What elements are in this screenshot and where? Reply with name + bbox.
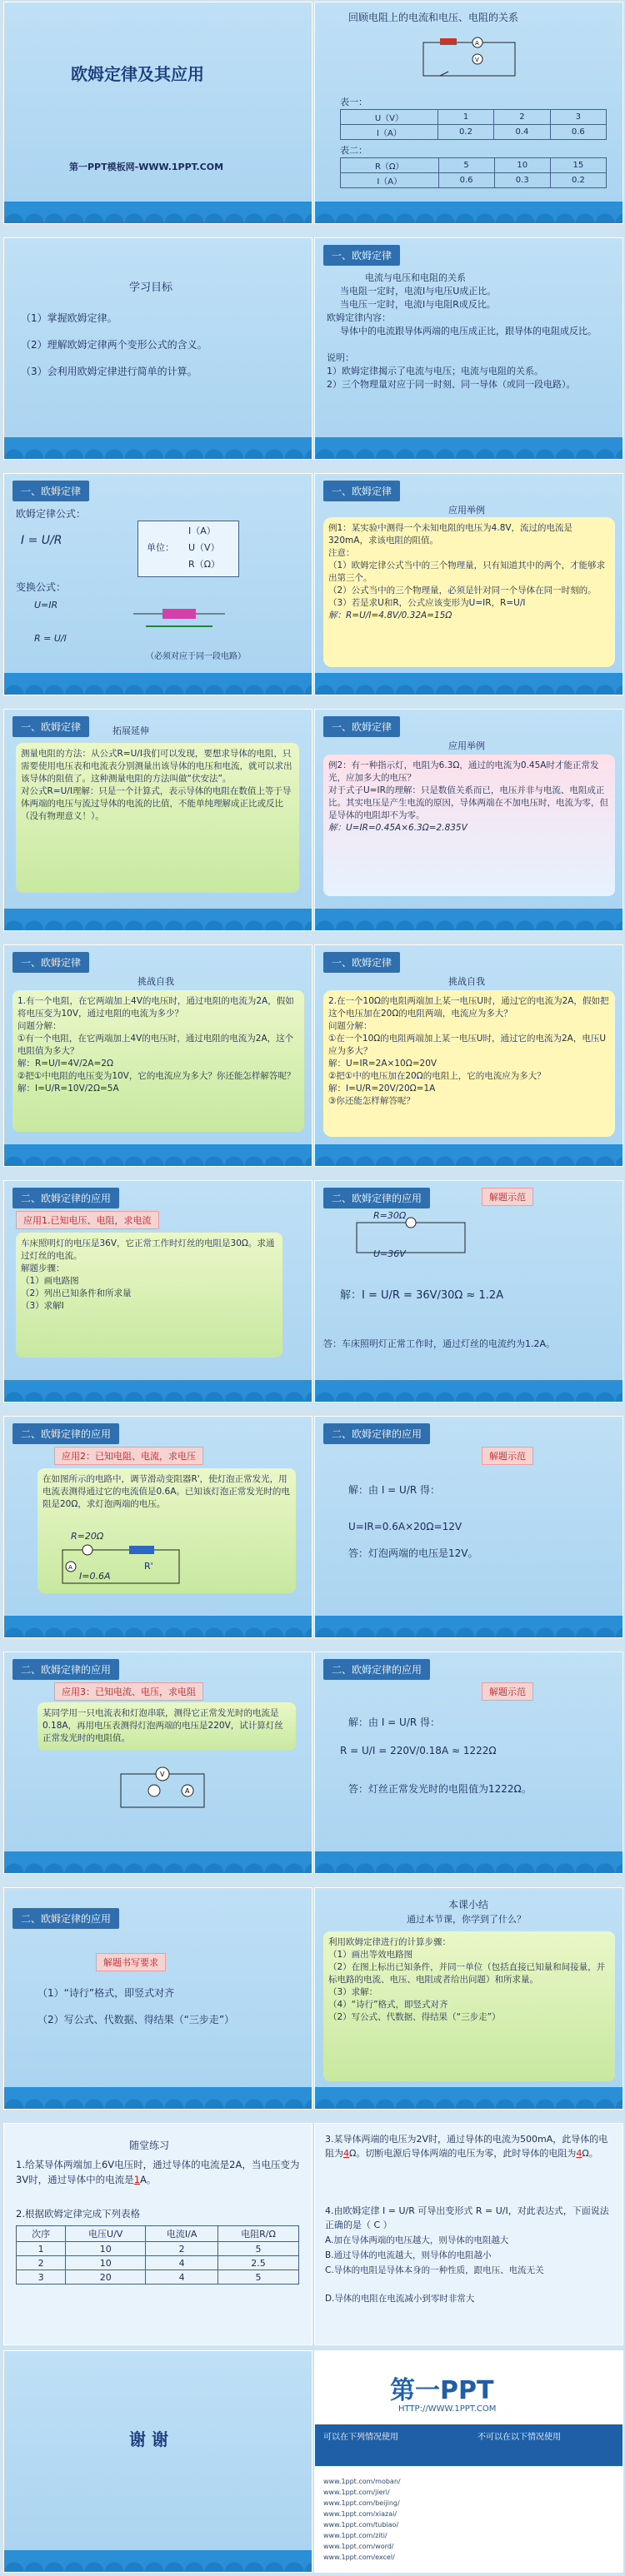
brand-logo: 第一PPT — [390, 2376, 494, 2405]
line: 1.有一个电阻，在它两端加上4V的电压时，通过电阻的电流为2A，假如将电压变为10V，通过电阻的电流为多少？ — [18, 996, 294, 1019]
slide-8[interactable] — [314, 709, 623, 931]
info-bar — [315, 2424, 623, 2466]
wave-decor — [4, 673, 312, 695]
section-tag: 一、欧姆定律 — [323, 716, 400, 737]
link[interactable]: www.1ppt.com/moban/ — [323, 2478, 401, 2485]
solution: U=IR=0.6A×20Ω=12V — [348, 1521, 462, 1532]
line: （4）“诗行”格式，即竖式对齐 — [328, 2000, 448, 2010]
slide-18[interactable] — [314, 1887, 623, 2110]
line: （3）求解I — [21, 1301, 64, 1311]
svg-text:V: V — [160, 1771, 165, 1778]
formula: 解：由 I = U/R 得： — [348, 1484, 441, 1496]
resistor-diagram — [129, 597, 229, 639]
unit: U（V） — [188, 542, 220, 553]
line: 说明： — [327, 352, 354, 363]
line: 问题分解： — [18, 1021, 62, 1031]
question: 3.某导体两端的电压为2V时，通过导体的电流为500mA，此导体的电阻为 — [325, 2134, 608, 2159]
wave-decor — [315, 437, 622, 459]
circuit-diagram — [112, 1757, 212, 1816]
line: ②把①中的电压加在20Ω的电阻上，它的电流应为多大？ — [328, 1071, 546, 1081]
line: ③你还能怎样解答呢？ — [328, 1096, 415, 1106]
answer: 解：R=U/I=4.8V/0.32A=15Ω — [328, 610, 452, 620]
slide-12[interactable] — [314, 1180, 623, 1403]
section-tag: 二、欧姆定律的应用 — [323, 1659, 430, 1680]
option-c: C.导体的电阻是导体本身的一种性质，跟电压、电流无关 — [325, 2265, 544, 2275]
wave-decor — [315, 1616, 622, 1637]
unit-box — [138, 521, 239, 577]
brand-url[interactable]: HTTP://WWW.1PPT.COM — [398, 2404, 497, 2414]
wave-decor — [315, 673, 622, 695]
wave-decor — [315, 1144, 622, 1166]
line: （2）在图上标出已知条件，并同一单位（包括直接已知量和间接量，并标电路的电流、电压、电阻或者给出问题）和所求量。 — [328, 1962, 606, 1985]
unit: Ω。 — [582, 2148, 598, 2159]
application-label: 应用1.已知电压、电阻，求电流 — [16, 1211, 159, 1229]
wave-decor — [4, 1144, 312, 1166]
slide-4[interactable] — [314, 237, 623, 460]
example-text: 例2：有一种指示灯，电阻为6.3Ω，通过的电流为0.45A时才能正常发光，应加多大的电压？ — [328, 760, 599, 783]
link[interactable]: www.1ppt.com/beijing/ — [323, 2499, 400, 2507]
line: 车床照明灯的电压是36V，它正常工作时灯丝的电阻是30Ω。求通过灯丝的电流。 — [21, 1238, 275, 1261]
resistance: R=30Ω — [373, 1210, 407, 1221]
wave-decor — [4, 437, 312, 459]
option-b: B.通过导体的电流越大，则导体的电阻越小 — [325, 2250, 492, 2260]
slide-title: 应用举例 — [448, 505, 485, 516]
line: （1）画出等效电路图 — [328, 1950, 413, 1960]
link[interactable]: www.1ppt.com/jieri/ — [323, 2489, 390, 2496]
current: I=0.6A — [79, 1571, 111, 1582]
line: 导体中的电流跟导体两端的电压成正比，跟导体的电阻成反比。 — [340, 326, 597, 336]
link[interactable]: www.1ppt.com/tubiao/ — [323, 2521, 399, 2529]
table-1: U（V） 1 2 3 I（A） 0.2 0.4 0.6 — [340, 109, 607, 140]
usage-disallowed: 不可以在以下情况使用 — [478, 2433, 561, 2442]
requirement: （1）“诗行”格式，即竖式对齐 — [38, 1987, 175, 1999]
paragraph: 对于式子U=IR的理解：只是数值关系而已，电压并非与电流、电阻成正比。其实电压是产生电流的原因，导体两端在不加电压时，电流为零，但是导体的电阻却不为零。 — [328, 785, 608, 820]
circuit-diagram — [54, 1542, 188, 1592]
line: （2）列出已知条件和所求量 — [21, 1288, 132, 1298]
wave-decor — [315, 1380, 622, 1402]
application-label: 应用3：已知电流、电压，求电阻 — [54, 1682, 203, 1701]
slide-14[interactable] — [314, 1416, 623, 1638]
line: 电流与电压和电阻的关系 — [365, 272, 466, 283]
section-tag: 一、欧姆定律 — [323, 952, 400, 973]
example-text: 例1：某实验中测得一个未知电阻的电压为4.8V，流过的电流是320mA，求该电阻的阻值。 — [328, 523, 573, 546]
slide-2-title: 回顾电阻上的电流和电压、电阻的关系 — [348, 12, 519, 23]
link[interactable]: www.1ppt.com/ziti/ — [323, 2532, 388, 2539]
voltage: U=36V — [373, 1248, 406, 1259]
svg-text:A: A — [185, 1787, 190, 1795]
line: （2）写公式、代数据、得结果（“三步走”） — [328, 2012, 501, 2022]
note: （1）欧姆定律公式当中的三个物理量，只有知道其中的两个，才能够求出第三个。 — [328, 561, 606, 583]
note: （3）若是求U和R，公式应该变形为U=IR，R=U/I — [328, 598, 526, 608]
link[interactable]: www.1ppt.com/xiazai/ — [323, 2510, 398, 2518]
circuit-diagram — [415, 34, 523, 84]
ohm-formula: I = U/R — [21, 534, 62, 547]
section-tag: 二、欧姆定律的应用 — [12, 1423, 119, 1444]
question: Ω。切断电源后导体两端的电压为零，此时导体的电阻为 — [349, 2148, 577, 2159]
table-1-label: 表一： — [340, 97, 368, 107]
challenge-box — [12, 990, 304, 1132]
paragraph: 对公式R=U/I理解：只是一个计算式，表示导体的电阻在数值上等于导体两端的电压与流过导体的电流的比值，不能单纯理解成正比或反比（没有物理意义！）。 — [21, 786, 292, 821]
rheostat: R' — [144, 1561, 153, 1572]
wave-decor — [4, 1380, 312, 1402]
wave-decor — [315, 909, 622, 930]
link[interactable]: www.1ppt.com/word/ — [323, 2543, 394, 2550]
thanks: 谢 谢 — [129, 2429, 168, 2449]
slide-1[interactable] — [3, 2, 312, 224]
line: 利用欧姆定律进行的计算步骤： — [328, 1937, 451, 1947]
slide-2[interactable] — [314, 2, 623, 224]
section-tag: 二、欧姆定律的应用 — [323, 1423, 430, 1444]
slide-21[interactable] — [3, 2350, 312, 2573]
line: 解题步骤： — [21, 1263, 65, 1273]
option-d: D.导体的电阻在电流减小到零时非常大 — [325, 2294, 475, 2304]
line: 解：I=U/R=20V/20Ω=1A — [328, 1084, 436, 1094]
slide-15[interactable] — [3, 1652, 312, 1874]
unit: R（Ω） — [188, 559, 221, 570]
unit: 单位： — [147, 542, 174, 553]
line: ①有一个电阻，在它两端加上4V的电压时，通过电阻的电流为2A，这个电阻值为多大？ — [18, 1034, 294, 1056]
extend-box — [16, 743, 299, 893]
final-answer: 答：车床照明灯正常工作时，通过灯丝的电流约为1.2A。 — [323, 1338, 556, 1349]
question-3 — [325, 2132, 617, 2160]
formula-ruo: R = U/I — [34, 633, 67, 644]
problem: 在如图所示的电路中，调节滑动变阻器R'，使灯泡正常发光，用电流表测得通过它的电流值是0.6A。已知该灯泡正常发光时的电阻是20Ω，求灯泡两端的电压。 — [42, 1474, 290, 1509]
slide-title: 应用举例 — [448, 740, 485, 751]
note: （必须对应于同一段电路） — [146, 652, 246, 661]
demo-label: 解题示范 — [482, 1682, 533, 1701]
option-a: A.加在导体两端的电压越大，则导体的电阻越大 — [325, 2235, 509, 2245]
summary-box — [323, 1931, 615, 2081]
wave-decor — [315, 1851, 622, 1873]
application-box — [38, 1702, 296, 1751]
slide-20[interactable] — [314, 2123, 623, 2345]
formula-uir: U=IR — [34, 600, 58, 610]
slide-5[interactable] — [3, 473, 312, 695]
demo-label: 解题示范 — [482, 1188, 533, 1206]
svg-text:A: A — [68, 1564, 72, 1571]
unit: I（A） — [188, 526, 216, 536]
demo-label: 解题示范 — [482, 1447, 533, 1465]
line: 2.在一个10Ω的电阻两端加上某一电压U时，通过它的电流为2A，假如把这个电压加在20Ω的电阻两端，电流应为多大？ — [328, 996, 609, 1019]
svg-text:V: V — [475, 57, 479, 63]
answer: 4 — [576, 2148, 582, 2159]
wave-decor — [4, 1616, 312, 1637]
question: 1.给某导体两端加上6V电压时，通过导体的电流是2A，当电压变为3V时，通过导体中的电流是 — [16, 2159, 300, 2185]
wave-decor — [4, 2550, 312, 2572]
formula: 解：由 I = U/R 得： — [348, 1717, 441, 1728]
resistance: R=20Ω — [71, 1531, 104, 1542]
final-answer: 答：灯泡两端的电压是12V。 — [348, 1547, 478, 1559]
slide-16[interactable] — [314, 1652, 623, 1874]
requirement-label: 解题书写要求 — [96, 1953, 166, 1971]
circuit-diagram — [348, 1214, 473, 1261]
line: 欧姆定律内容： — [327, 312, 391, 323]
usage-allowed: 可以在下列情况使用 — [323, 2433, 398, 2442]
line: 解：R=U/I=4V/2A=2Ω — [18, 1059, 113, 1069]
section-tag: 二、欧姆定律的应用 — [12, 1908, 119, 1929]
solution: R = U/I = 220V/0.18A ≈ 1222Ω — [340, 1745, 497, 1756]
goal-item: （1）掌握欧姆定律。 — [21, 312, 118, 324]
wave-decor — [4, 2087, 312, 2109]
slide-13[interactable] — [3, 1416, 312, 1638]
site-name: 第一PPT模板网-WWW.1PPT.COM — [69, 162, 224, 172]
paragraph: 测量电阻的方法：从公式R=U/I我们可以发现，要想求导体的电阻，只需要使用电压表和电流表分别测量出该导体的电压和电流，就可以求出该导体的阻值了。这种测量电阻的方法叫做“伏安法”。 — [21, 749, 292, 784]
slide-22[interactable] — [314, 2350, 623, 2573]
slide-title: 随堂练习 — [129, 2140, 170, 2151]
section-tag: 一、欧姆定律 — [323, 245, 400, 266]
link-list — [323, 2476, 615, 2563]
requirement: （2）写公式、代数据、得结果（“三步走”） — [38, 2014, 235, 2025]
line: 当电压一定时，电流I与电阻R成反比。 — [340, 299, 496, 310]
subtitle: 通过本节课，你学到了什么？ — [407, 1914, 526, 1925]
final-answer: 答：灯丝正常发光时的电阻值为1222Ω。 — [348, 1783, 532, 1795]
practice-table: 次序 电压U/V 电流I/A 电阻R/Ω 1 10 2 5 2 10 4 2.5 3 20 4 5 — [16, 2225, 299, 2285]
goal-item: （2）理解欧姆定律两个变形公式的含义。 — [21, 339, 208, 351]
line: ②把①中电阻的电压变为10V，它的电流应为多大？你还能怎样解答呢？ — [18, 1071, 296, 1081]
slide-1-title: 欧姆定律及其应用 — [71, 64, 204, 84]
transform-label: 变换公式： — [16, 581, 67, 593]
solution: 解：I = U/R = 36V/30Ω ≈ 1.2A — [340, 1289, 504, 1302]
slide-3[interactable] — [3, 237, 312, 460]
question-2: 2.根据欧姆定律完成下列表格 — [16, 2208, 140, 2220]
line: （1）画电路图 — [21, 1276, 79, 1286]
line: （3）求解： — [328, 1987, 378, 1997]
link[interactable]: www.1ppt.com/excel/ — [323, 2554, 395, 2561]
line: 2）三个物理量对应于同一时刻、同一导体（或同一段电路）。 — [327, 379, 576, 390]
line: 当电阻一定时，电流I与电压U成正比。 — [340, 286, 497, 296]
example-box — [323, 517, 615, 667]
question-4: 4.由欧姆定律 I = U/R 可导出变形式 R = U/I，对此表达式，下面说法正确的是（ C ） — [325, 2205, 609, 2230]
svg-text:A: A — [475, 40, 479, 47]
slide-title: 挑战自我 — [138, 976, 174, 987]
line: 解：I=U/R=10V/2Ω=5A — [18, 1084, 119, 1094]
section-tag: 一、欧姆定律 — [12, 716, 89, 737]
section-tag: 一、欧姆定律 — [12, 952, 89, 973]
note: （2）公式当中的三个物理量，必须是针对同一个导体在同一时刻的。 — [328, 585, 597, 595]
section-tag: 二、欧姆定律的应用 — [12, 1659, 119, 1680]
wave-decor — [4, 909, 312, 930]
slide-title: 本课小结 — [448, 1899, 489, 1911]
line: 1）欧姆定律揭示了电流与电压；电流与电阻的关系。 — [327, 366, 543, 376]
slide-title: 拓展延伸 — [112, 725, 149, 736]
slide-title: 挑战自我 — [448, 976, 485, 987]
slide-11[interactable] — [3, 1180, 312, 1403]
slide-19[interactable] — [3, 2123, 312, 2345]
application-box — [16, 1233, 282, 1358]
formula-label: 欧姆定律公式： — [16, 508, 87, 520]
slide-17[interactable] — [3, 1887, 312, 2110]
goal-item: （3）会利用欧姆定律进行简单的计算。 — [21, 366, 198, 377]
answer: 解：U=IR=0.45A×6.3Ω=2.835V — [328, 823, 468, 833]
table-2: R（Ω） 5 10 15 I（A） 0.6 0.3 0.2 — [340, 157, 607, 188]
application-label: 应用2：已知电阻、电流，求电压 — [54, 1447, 203, 1465]
slide-9[interactable] — [3, 944, 312, 1167]
note: 注意： — [328, 548, 355, 558]
line: 问题分解： — [328, 1021, 372, 1031]
slide-7[interactable] — [3, 709, 312, 931]
slide-6[interactable] — [314, 473, 623, 695]
challenge-box — [323, 990, 615, 1137]
problem: 某同学用一只电流表和灯泡串联，测得它正常发光时的电流是0.18A，再用电压表测得灯泡两端的电压是220V，试计算灯丝正常发光时的电阻值。 — [42, 1708, 283, 1743]
section-tag: 一、欧姆定律 — [323, 481, 400, 501]
section-tag: 二、欧姆定律的应用 — [323, 1188, 430, 1208]
answer: 1 — [133, 2174, 141, 2185]
wave-decor — [315, 202, 622, 223]
question-1 — [16, 2157, 303, 2187]
section-tag: 一、欧姆定律 — [12, 481, 89, 501]
unit: A。 — [140, 2174, 157, 2185]
wave-decor — [315, 2087, 622, 2109]
section-tag: 二、欧姆定律的应用 — [12, 1188, 119, 1208]
line: 解：U=IR=2A×10Ω=20V — [328, 1059, 438, 1069]
answer: 4 — [343, 2148, 349, 2159]
wave-decor — [4, 1851, 312, 1873]
slide-3-title: 学习目标 — [129, 282, 173, 294]
table-2-label: 表二： — [340, 145, 368, 156]
example-box — [323, 755, 615, 896]
wave-decor — [4, 202, 312, 223]
slide-10[interactable] — [314, 944, 623, 1167]
line: ①在一个10Ω的电阻两端加上某一电压U时，通过它的电流为2A，电压U应为多大？ — [328, 1034, 607, 1056]
